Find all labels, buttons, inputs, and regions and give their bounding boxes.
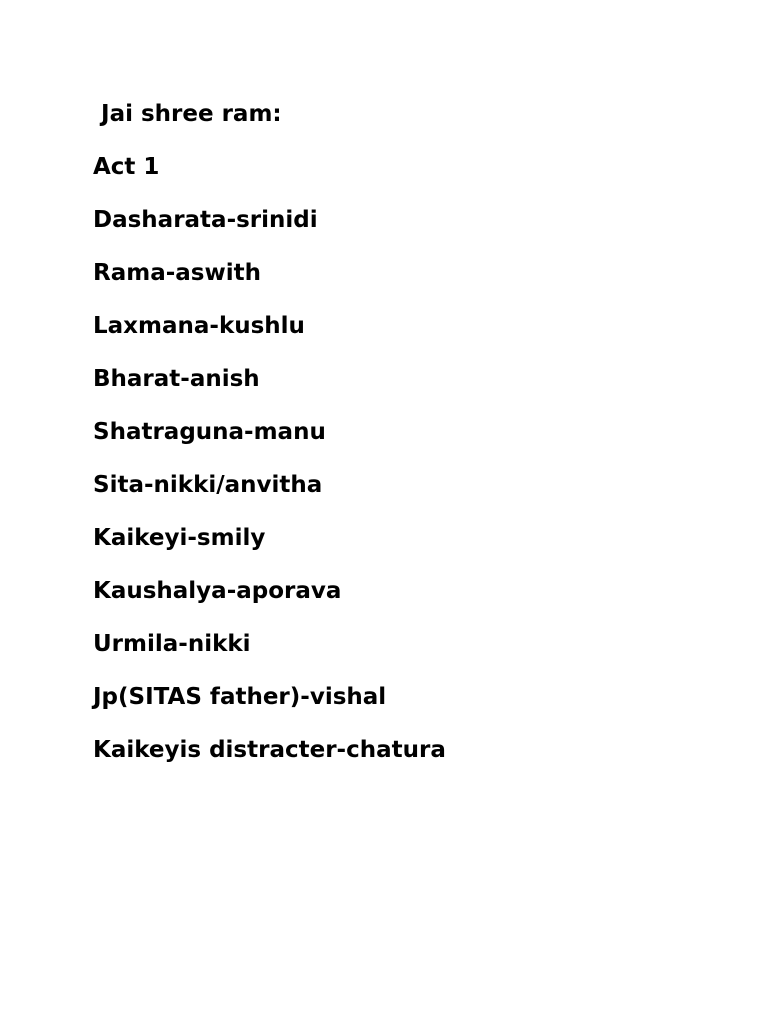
- cast-line: Dasharata-srinidi: [93, 207, 318, 233]
- document-title: Jai shree ram:: [93, 101, 282, 127]
- cast-line: Kaikeyis distracter-chatura: [93, 737, 446, 763]
- document-body: [93, 88, 693, 777]
- act-heading: Act 1: [93, 154, 160, 180]
- cast-line: Kaushalya-aporava: [93, 578, 342, 604]
- cast-line: Rama-aswith: [93, 260, 261, 286]
- cast-line: Laxmana-kushlu: [93, 313, 305, 339]
- cast-line: Kaikeyi-smily: [93, 525, 266, 551]
- cast-line: Sita-nikki/anvitha: [93, 472, 323, 498]
- cast-line: Jp(SITAS father)-vishal: [93, 684, 387, 710]
- cast-line: Bharat-anish: [93, 366, 260, 392]
- cast-line: Shatraguna-manu: [93, 419, 326, 445]
- cast-line: Urmila-nikki: [93, 631, 251, 657]
